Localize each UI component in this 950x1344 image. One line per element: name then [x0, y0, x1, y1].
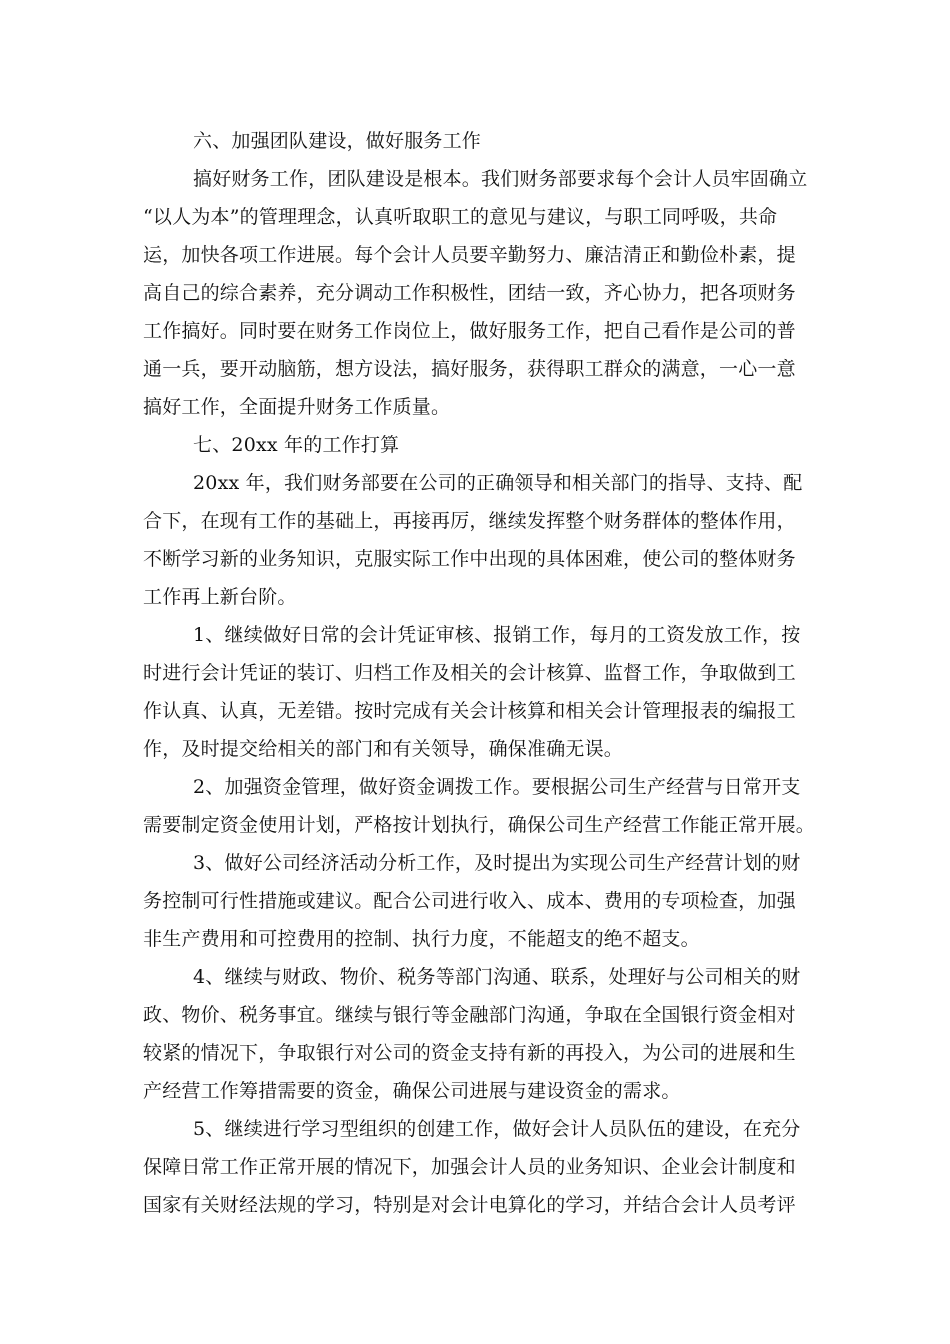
paragraph-line: 较紧的情况下，争取银行对公司的资金支持有新的再投入，为公司的进展和生 — [143, 1042, 796, 1064]
paragraph-line: 作认真、认真，无差错。按时完成有关会计核算和相关会计管理报表的编报工 — [143, 700, 796, 722]
paragraph-line: 国家有关财经法规的学习，特别是对会计电算化的学习，并结合会计人员考评 — [143, 1194, 796, 1216]
list-item-2: 2、加强资金管理，做好资金调拨工作。要根据公司生产经营与日常开支 — [193, 776, 801, 798]
paragraph-line: 搞好财务工作，团队建设是根本。我们财务部要求每个会计人员牢固确立 — [193, 168, 808, 190]
paragraph-line: 工作搞好。同时要在财务工作岗位上，做好服务工作，把自己看作是公司的普 — [143, 320, 796, 342]
paragraph-line: 通一兵，要开动脑筋，想方设法，搞好服务，获得职工群众的满意，一心一意 — [143, 358, 796, 380]
list-item-3: 3、做好公司经济活动分析工作，及时提出为实现公司生产经营计划的财 — [193, 852, 801, 874]
list-item-5: 5、继续进行学习型组织的创建工作，做好会计人员队伍的建设，在充分 — [193, 1118, 801, 1140]
paragraph-line: 搞好工作，全面提升财务工作质量。 — [143, 396, 451, 418]
paragraph-line: 务控制可行性措施或建议。配合公司进行收入、成本、费用的专项检查，加强 — [143, 890, 796, 912]
section-heading-7: 七、20xx 年的工作打算 — [193, 434, 400, 456]
paragraph-line: 不断学习新的业务知识，克服实际工作中出现的具体困难，使公司的整体财务 — [143, 548, 796, 570]
paragraph-line: 高自己的综合素养，充分调动工作积极性，团结一致，齐心协力，把各项财务 — [143, 282, 796, 304]
paragraph-line: 20xx 年，我们财务部要在公司的正确领导和相关部门的指导、支持、配 — [193, 472, 803, 494]
paragraph-line: 需要制定资金使用计划，严格按计划执行，确保公司生产经营工作能正常开展。 — [143, 814, 816, 836]
list-item-4: 4、继续与财政、物价、税务等部门沟通、联系，处理好与公司相关的财 — [193, 966, 801, 988]
paragraph-line: 工作再上新台阶。 — [143, 586, 297, 608]
paragraph-line: 政、物价、税务事宜。继续与银行等金融部门沟通，争取在全国银行资金相对 — [143, 1004, 796, 1026]
paragraph-line: 非生产费用和可控费用的控制、执行力度，不能超支的绝不超支。 — [143, 928, 700, 950]
paragraph-line: 运，加快各项工作进展。每个会计人员要辛勤努力、廉洁清正和勤俭朴素，提 — [143, 244, 796, 266]
paragraph-line: 作，及时提交给相关的部门和有关领导，确保准确无误。 — [143, 738, 624, 760]
paragraph-line: 合下，在现有工作的基础上，再接再厉，继续发挥整个财务群体的整体作用， — [143, 510, 796, 532]
section-heading-6: 六、加强团队建设，做好服务工作 — [193, 130, 482, 152]
paragraph-line: 时进行会计凭证的装订、归档工作及相关的会计核算、监督工作，争取做到工 — [143, 662, 796, 684]
paragraph-line: 产经营工作筹措需要的资金，确保公司进展与建设资金的需求。 — [143, 1080, 681, 1102]
paragraph-line: “以人为本”的管理理念，认真听取职工的意见与建议，与职工同呼吸，共命 — [143, 206, 778, 228]
paragraph-line: 保障日常工作正常开展的情况下，加强会计人员的业务知识、企业会计制度和 — [143, 1156, 796, 1178]
list-item-1: 1、继续做好日常的会计凭证审核、报销工作，每月的工资发放工作，按 — [193, 624, 801, 646]
